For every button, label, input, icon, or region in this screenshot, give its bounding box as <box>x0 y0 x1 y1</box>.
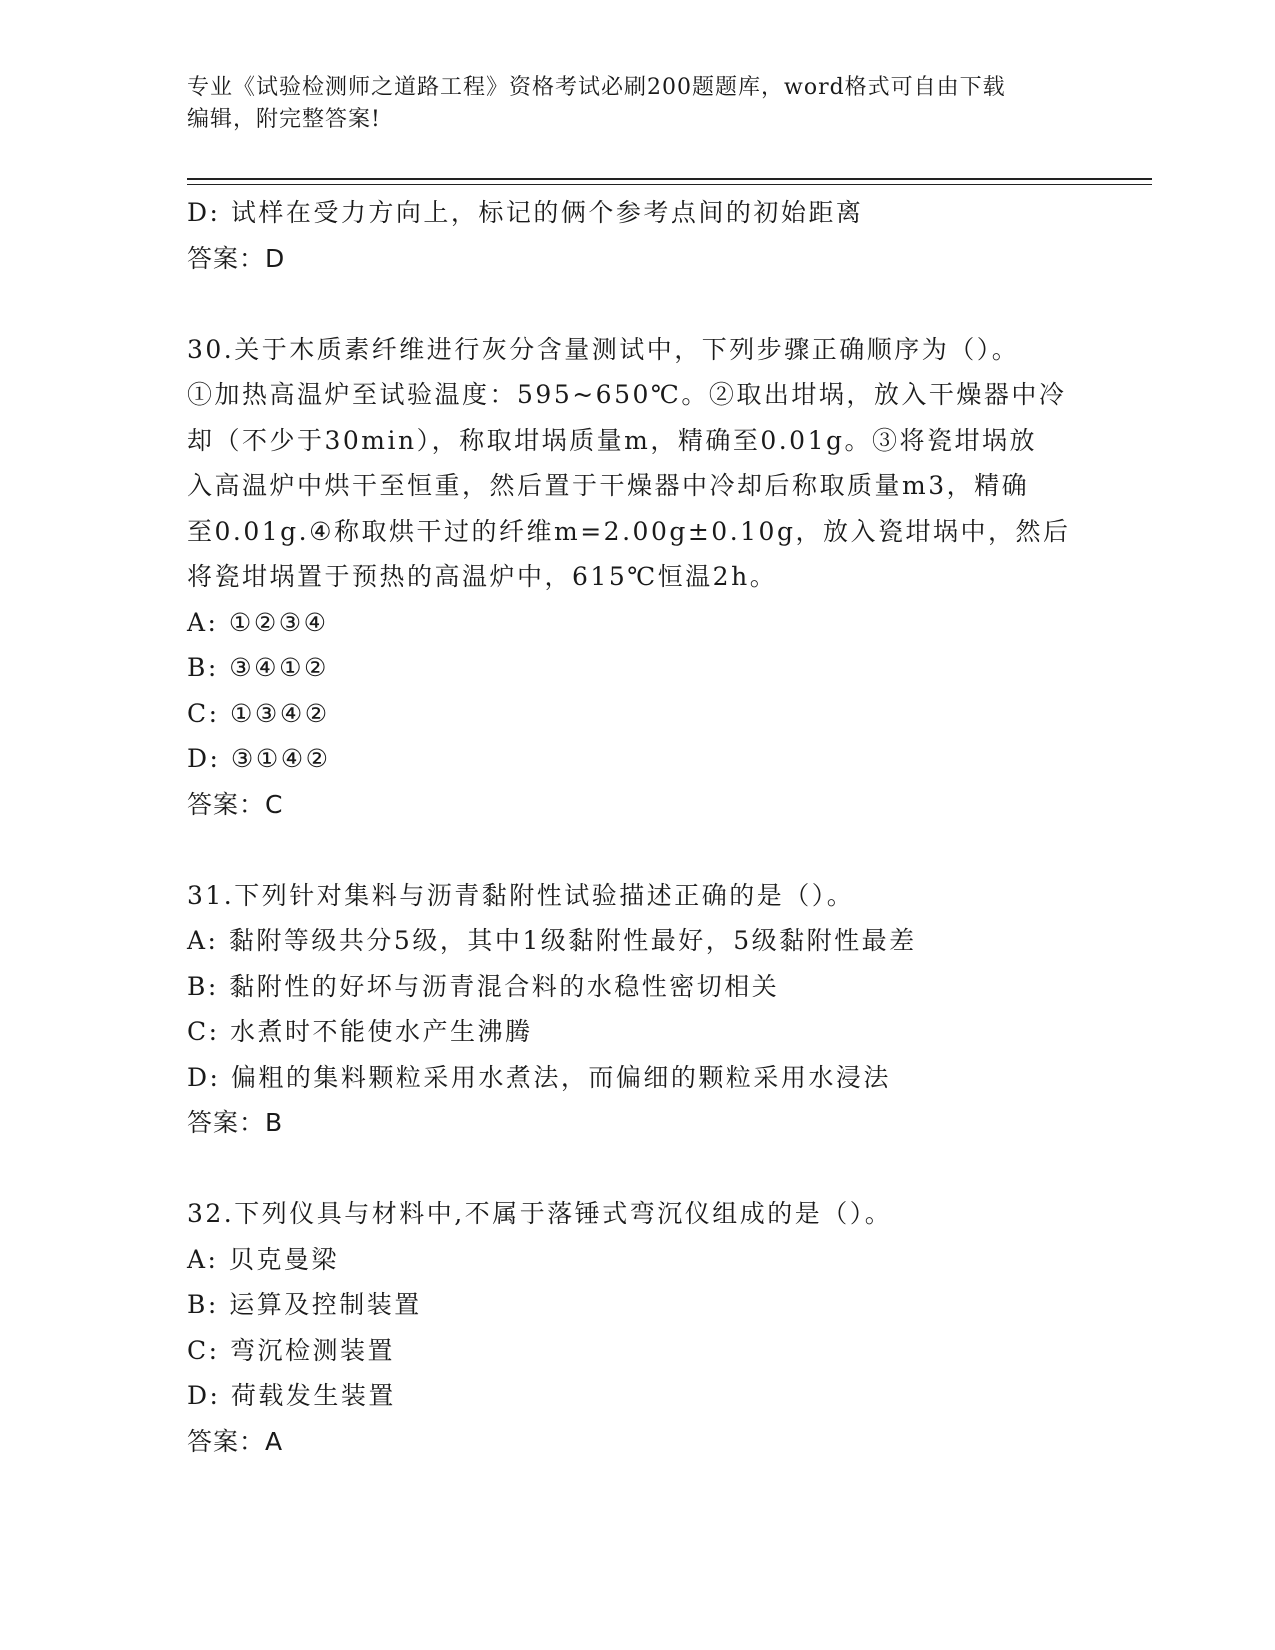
question-stem-line: 却（不少于30min），称取坩埚质量m，精确至0.01g。③将瓷坩埚放 <box>187 425 1037 455</box>
answer-line: 答案：D <box>187 243 286 273</box>
option-b: B: 运算及控制装置 <box>187 1290 422 1319</box>
question-stem: 32.下列仪具与材料中,不属于落锤式弯沉仪组成的是（）。 <box>187 1199 893 1228</box>
option-d: D: 荷载发生装置 <box>187 1381 396 1410</box>
header-divider-thick <box>187 178 1152 180</box>
spacer <box>187 827 1087 873</box>
question-30 <box>187 327 1087 828</box>
question-stem-line: 30.关于木质素纤维进行灰分含量测试中，下列步骤正确顺序为（）。 <box>187 334 1020 364</box>
answer-line: 答案：B <box>187 1108 284 1137</box>
question-29-tail <box>187 190 1087 281</box>
answer-line: 答案：C <box>187 789 284 819</box>
option-a: A: 黏附等级共分5级，其中1级黏附性最好，5级黏附性最差 <box>187 926 917 955</box>
question-stem-line: ①加热高温炉至试验温度：595~650℃。②取出坩埚，放入干燥器中冷 <box>187 380 1067 409</box>
option-a: A: ①②③④ <box>187 607 329 637</box>
question-31 <box>187 873 1087 1146</box>
option-c: C: ①③④② <box>187 698 330 728</box>
question-stem-line: 将瓷坩埚置于预热的高温炉中，615℃恒温2h。 <box>187 562 778 591</box>
question-stem-line: 至0.01g.④称取烘干过的纤维m=2.00g±0.10g，放入瓷坩埚中，然后 <box>187 516 1071 546</box>
question-stem-line: 入高温炉中烘干至恒重，然后置于干燥器中冷却后称取质量m3，精确 <box>187 471 1030 500</box>
question-stem: 31.下列针对集料与沥青黏附性试验描述正确的是（）。 <box>187 880 855 910</box>
header-line-2: 编辑，附完整答案! <box>187 107 381 132</box>
option-d: D: ③①④② <box>187 744 331 773</box>
header-line-1: 专业《试验检测师之道路工程》资格考试必刷200题题库，word格式可自由下载 <box>187 75 1006 100</box>
option-b: B: ③④①② <box>187 653 329 682</box>
spacer <box>187 1146 1087 1192</box>
question-32 <box>187 1191 1087 1464</box>
page-header <box>187 72 1067 136</box>
spacer <box>187 281 1087 327</box>
option-d: D: 偏粗的集料颗粒采用水煮法，而偏细的颗粒采用水浸法 <box>187 1062 891 1092</box>
answer-line: 答案：A <box>187 1426 284 1456</box>
option-c: C: 水煮时不能使水产生沸腾 <box>187 1017 533 1046</box>
header-divider-thin <box>187 184 1152 185</box>
option-d: D: 试样在受力方向上，标记的俩个参考点间的初始距离 <box>187 198 864 227</box>
option-b: B: 黏附性的好坏与沥青混合料的水稳性密切相关 <box>187 971 780 1001</box>
question-content <box>187 190 1087 1464</box>
option-c: C: 弯沉检测装置 <box>187 1335 395 1365</box>
option-a: A: 贝克曼梁 <box>187 1244 339 1274</box>
